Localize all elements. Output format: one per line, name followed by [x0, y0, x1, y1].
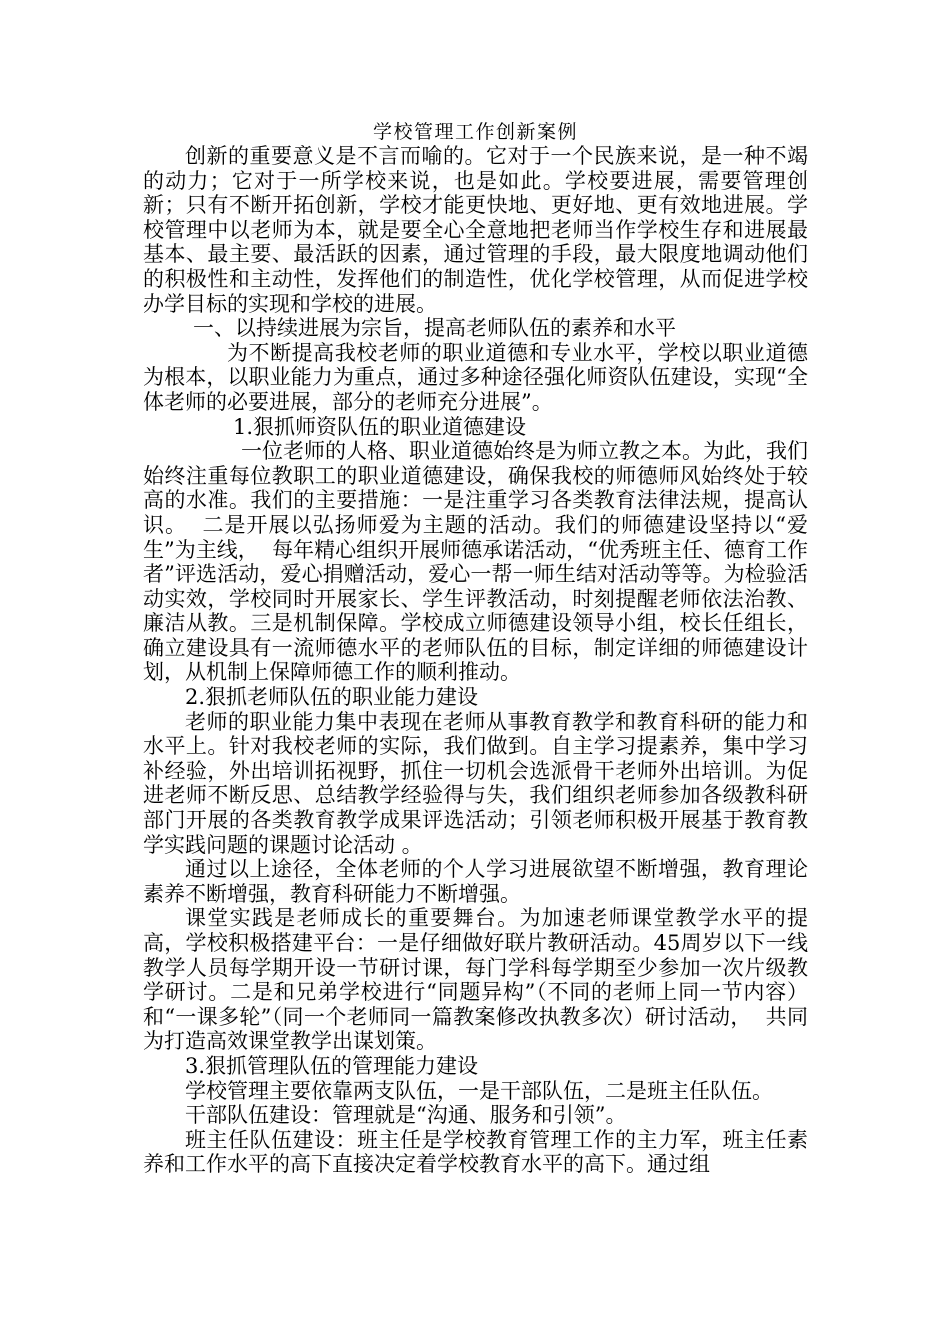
paragraph-ability: 老师的职业能力集中表现在老师从事教育教学和教育科研的能力和水平上。针对我校老师的实际，我们做到。自主学习提素养，集中学习补经验，外出培训拓视野，抓住一切机会选派骨干老师外出培训。为促进老师不断反思、总结教学经验得与失，我们组织老师参加各级教科研部门开展的各类教育教学成果评选活动；引领老师积极开展基于教育教学实践问题的课题讨论活动 。	[143, 709, 808, 857]
paragraph-headteacher: 班主任队伍建设：班主任是学校教育管理工作的主力军，班主任素养和工作水平的高下直接决定着学校教育水平的高下。通过组	[143, 1127, 808, 1177]
section-heading-1: 一、以持续进展为宗旨，提高老师队伍的素养和水平	[193, 316, 676, 341]
subheading-2: 2.狠抓老师队伍的职业能力建设	[185, 685, 479, 710]
document-page	[143, 120, 808, 1177]
paragraph-management: 学校管理主要依靠两支队伍，一是干部队伍，二是班主任队伍。	[185, 1078, 773, 1103]
paragraph-results: 通过以上途径，全体老师的个人学习进展欲望不断增强，教育理论素养不断增强，教育科研能力不断增强。	[143, 857, 808, 906]
paragraph-section-1: 为不断提高我校老师的职业道德和专业水平，学校以职业道德为根本，以职业能力为重点，通过多种途径强化师资队伍建设，实现“全体老师的必要进展，部分的老师充分进展”。	[143, 340, 808, 414]
paragraph-cadre: 干部队伍建设：管理就是“沟通、服务和引领”。	[185, 1103, 627, 1128]
document-title: 学校管理工作创新案例	[372, 121, 578, 143]
paragraph-classroom: 课堂实践是老师成长的重要舞台。为加速老师课堂教学水平的提高，学校积极搭建平台：一是仔细做好联片教研活动。45周岁以下一线教学人员每学期开设一节研讨课，每门学科每学期至少参加一次片级教学研讨。二是和兄弟学校进行“同题异构”（不同的老师上同一节内容）和“一课多轮”（同一个老师同一篇教案修改执教多次）研讨活动， 共同为打造高效课堂教学出谋划策。	[143, 906, 808, 1054]
paragraph-intro: 创新的重要意义是不言而喻的。它对于一个民族来说，是一种不竭的动力；它对于一所学校来说，也是如此。学校要进展，需要管理创新；只有不断开拓创新，学校才能更快地、更好地、更有效地进展。学校管理中以老师为本，就是要全心全意地把老师当作学校生存和进展最基本、最主要、最活跃的因素，通过管理的手段，最大限度地调动他们的积极性和主动性，发挥他们的制造性，优化学校管理，从而促进学校办学目标的实现和学校的进展。	[143, 144, 808, 316]
paragraph-ethics: 一位老师的人格、职业道德始终是为师立教之本。为此，我们始终注重每位教职工的职业道德建设，确保我校的师德师风始终处于较高的水准。我们的主要措施：一是注重学习各类教育法律法规，提高认识。 二是开展以弘扬师爱为主题的活动。我们的师德建设坚持以“爱生”为主线， 每年精心组织开展师德承诺活动，“优秀班主任、德育工作者”评选活动，爱心捐赠活动，爱心一帮一师生结对活动等等。为检验活动实效，学校同时开展家长、学生评教活动，时刻提醒老师依法治教、廉洁从教。三是机制保障。学校成立师德建设领导小组，校长任组长，确立建设具有一流师德水平的老师队伍的目标，制定详细的师德建设计划，从机制上保障师德工作的顺利推动。	[143, 439, 808, 685]
subheading-3: 3.狠抓管理队伍的管理能力建设	[185, 1053, 479, 1078]
subheading-1: 1.狠抓师资队伍的职业道德建设	[233, 414, 527, 439]
